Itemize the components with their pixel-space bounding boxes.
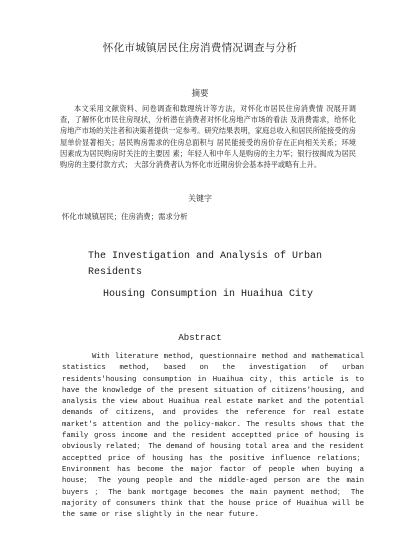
english-title-line-1: The Investigation and Analysis of Urban <box>88 251 323 262</box>
chinese-keywords: 怀化市城镇居民；住房消费；需求分析 <box>62 212 188 221</box>
chinese-title: 怀化市城镇居民住房消费情况调查与分析 <box>102 42 298 54</box>
english-abstract-text: With literature method, questionnaire method and mathematical statistics method, based on the investigation of urban residents'housing consumption in Huaihua city，this article is to have the knowledge of the present situation of citizens'housing, and analysis the view about Huaihua real estate market and the potential demands of citizens, and provides the reference for real estate market's attention and the policy-makcr. The results shows that the family gross income and the resident acceptted price of housing is obviously related； The demand of housing total area and the resident acceptted price of housing has the positive influence relations； Environment has become the major factor of people when buying a house； The young people and the middle-aged person are the main buyers ； The bank mortgage becomes the main payment method； The majority of consumers think that the house price of Huaihua will be the same or rise slightly in the near future. <box>62 353 364 520</box>
chinese-keywords-heading: 关键字 <box>188 194 212 203</box>
chinese-abstract-body <box>60 103 356 170</box>
english-abstract-heading: Abstract <box>178 333 222 343</box>
chinese-abstract-heading: 摘要 <box>191 89 209 99</box>
english-title-line-3: Housing Consumption in Huaihua City <box>103 289 314 300</box>
english-title-line-2: Residents <box>88 267 143 278</box>
english-abstract-body <box>62 352 364 521</box>
chinese-abstract-text: 本文采用文献资料、问卷调查和数理统计等方法，对怀化市居民住房消费情 况展开调查，了解怀化市民住房现状，分析潜在消费者对怀化房地产市场的看法 及消费需求，给怀化房地产市场的关注者和决策者提供一定参考。研究结果表明，家庭总收入和居民所能接受的房屋单价显著相关；居民购房需求的住房总面积与 居民能接受的房价存在正向相关关系；环境因素成为居民购房时关注的主要因 素；年轻人和中年人是购房的主力军；银行按揭成为居民购房的主要付款方式； 大部分消费者认为怀化市近期房价会基本持平或略有上升。 <box>60 104 356 170</box>
